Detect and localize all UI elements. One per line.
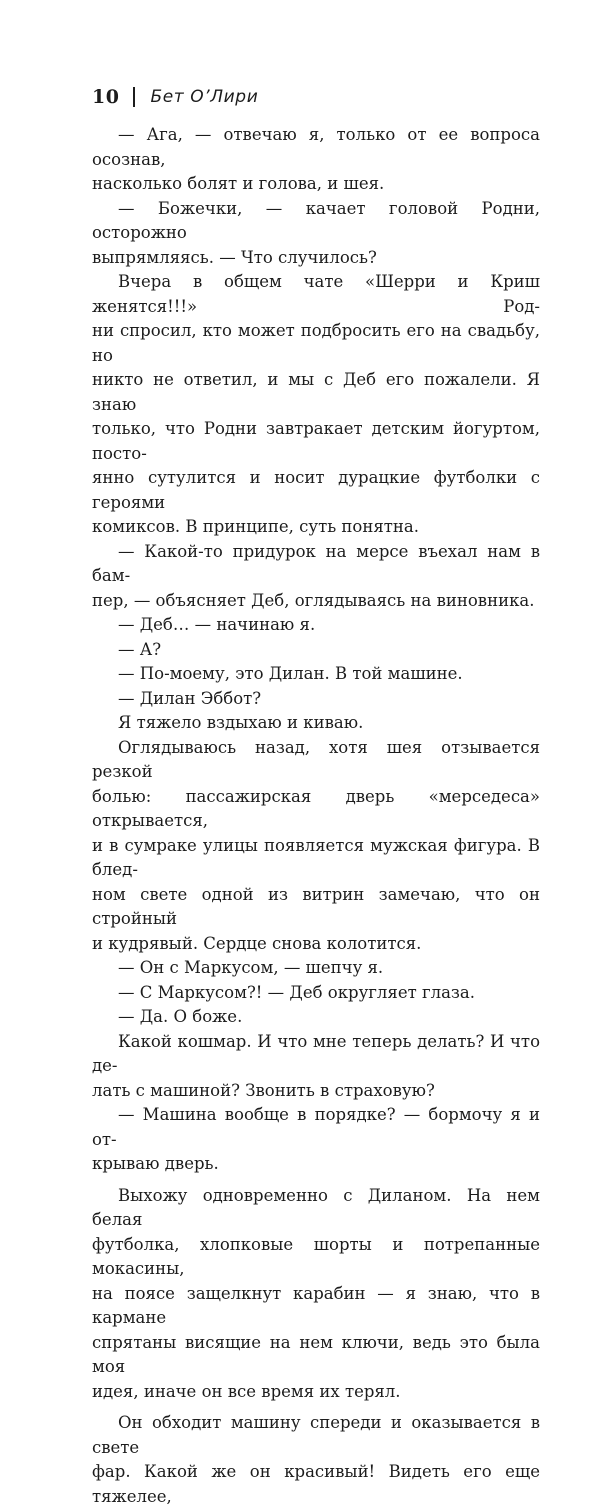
paragraph-line: лать с машиной? Звонить в страховую?	[92, 1080, 435, 1100]
body-text	[92, 123, 540, 1509]
paragraph-line-first: Какой кошмар. И что мне теперь делать? И что де-	[92, 1031, 540, 1075]
paragraph-line: и кудрявый. Сердце снова колотится.	[92, 933, 422, 953]
paragraph-line-first: Оглядываюсь назад, хотя шея отзывается резкой	[92, 737, 540, 781]
paragraph-line: никто не ответил, и мы с Деб его пожалели. Я знаю	[92, 370, 540, 414]
paragraph-line-first: — Какой-то придурок на мерсе въехал нам в бам-	[92, 541, 540, 585]
paragraph-line: спрятаны висящие на нем ключи, ведь это была моя	[92, 1332, 540, 1376]
paragraph-line-first: — Он с Маркусом, — шепчу я.	[118, 958, 384, 977]
paragraph-line-first: — По-моему, это Дилан. В той машине.	[118, 664, 463, 683]
running-head	[92, 82, 258, 112]
paragraph-line-first: — Деб… — начинаю я.	[118, 615, 316, 634]
paragraph-line-first: Он обходит машину спереди и оказывается в свете	[92, 1413, 540, 1457]
paragraph-line-first: — А?	[118, 639, 162, 659]
paragraph-line: футболка, хлопковые шорты и потрепанные мокасины,	[92, 1234, 540, 1278]
paragraph-line: пер, — объясняет Деб, оглядываясь на виновника.	[92, 590, 535, 610]
page-number: 10	[92, 86, 120, 108]
paragraph-line-first: — С Маркусом?! — Деб округляет глаза.	[118, 982, 475, 1002]
paragraph-line-first: Вчера в общем чате «Шерри и Криш женятся!!!» Род-	[92, 272, 540, 316]
paragraph-line: ном свете одной из витрин замечаю, что он стройный	[92, 884, 540, 928]
paragraph-line: фар. Какой же он красивый! Видеть его еще тяжелее,	[92, 1462, 540, 1506]
paragraph-line: крываю дверь.	[92, 1154, 219, 1173]
paragraph-line-first: — Ага, — отвечаю я, только от ее вопроса осознав,	[92, 125, 540, 169]
paragraph-line-first: — Да. О боже.	[118, 1007, 243, 1026]
paragraph-line-first: — Дилан Эббот?	[118, 688, 262, 708]
paragraph-line: на поясе защелкнут карабин — я знаю, что в кармане	[92, 1283, 540, 1327]
paragraph-line: насколько болят и голова, и шея.	[92, 174, 385, 193]
author-name: Бет О’Лири	[150, 87, 259, 107]
paragraph-line-first: — Божечки, — качает головой Родни, осторожно	[92, 198, 540, 242]
paragraph-line: ни спросил, кто может подбросить его на свадьбу, но	[92, 321, 540, 365]
paragraph-line-first: Выхожу одновременно с Диланом. На нем белая	[92, 1185, 540, 1229]
paragraph-line: и в сумраке улицы появляется мужская фигура. В блед-	[92, 835, 540, 879]
paragraph-line: янно сутулится и носит дурацкие футболки с героями	[92, 468, 540, 512]
paragraph-line: выпрямляясь. — Что случилось?	[92, 247, 377, 267]
paragraph-line-first: — Машина вообще в порядке? — бормочу я и от-	[92, 1105, 540, 1149]
paragraph-line: только, что Родни завтракает детским йогуртом, посто-	[92, 419, 540, 463]
paragraph-line: комиксов. В принципе, суть понятна.	[92, 517, 419, 536]
header-separator	[133, 87, 135, 107]
paragraph-line-first: Я тяжело вздыхаю и киваю.	[118, 713, 364, 732]
paragraph-line: идея, иначе он все время их терял.	[92, 1381, 401, 1401]
paragraph-line: болью: пассажирская дверь «мерседеса» открывается,	[92, 786, 540, 830]
